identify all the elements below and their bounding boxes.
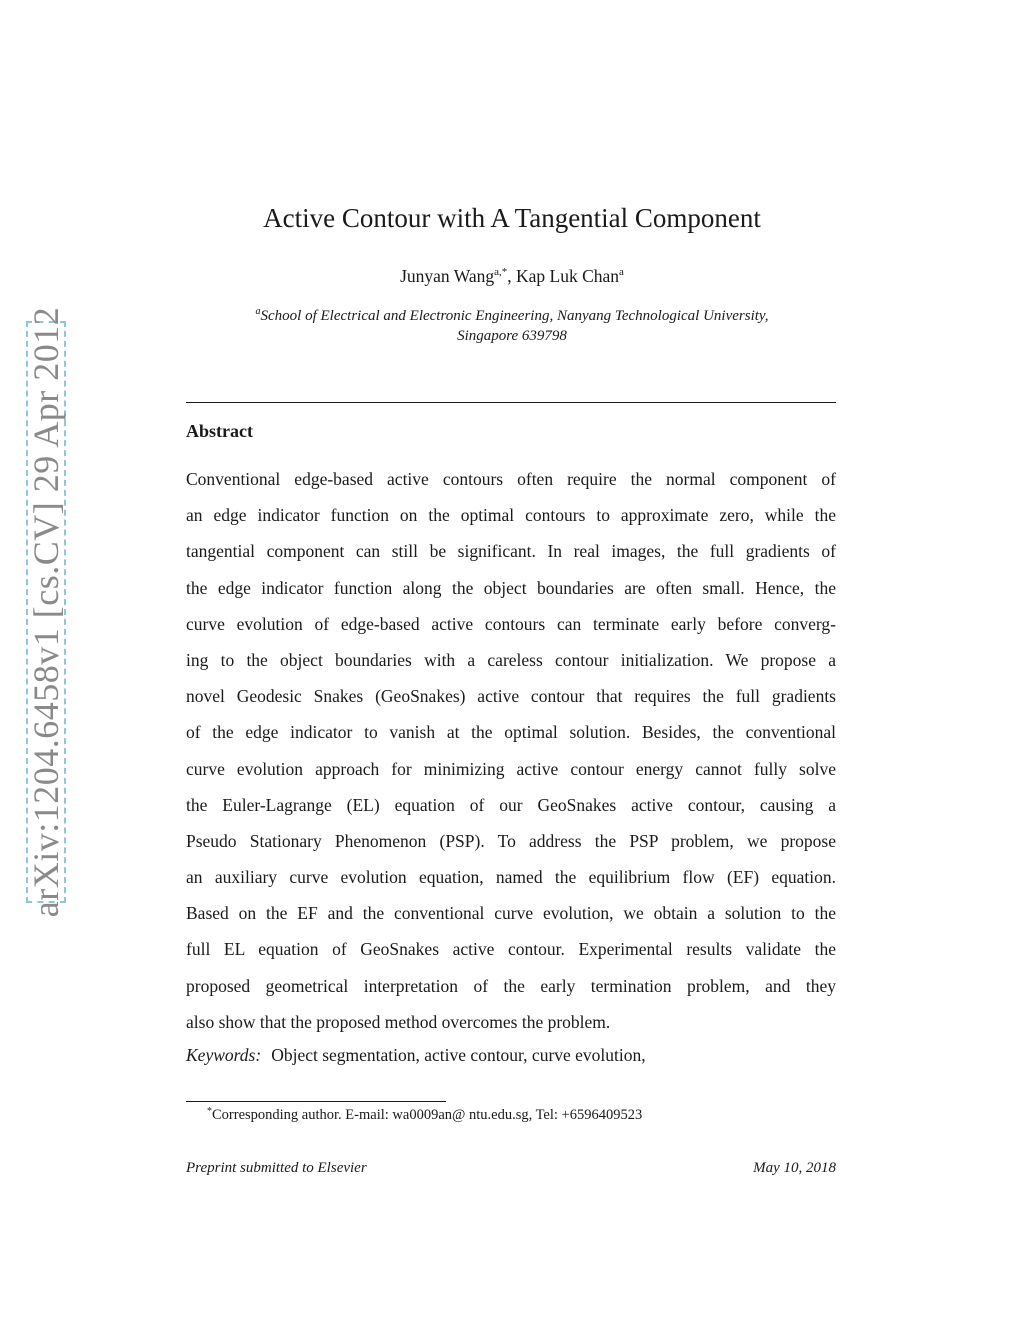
abstract-line: full EL equation of GeoSnakes active contour. Experimental results validate the bbox=[186, 939, 836, 960]
footnote-rule bbox=[186, 1101, 446, 1102]
footnote-mark: * bbox=[207, 1106, 212, 1117]
abstract-line: curve evolution approach for minimizing active contour energy cannot fully solve bbox=[186, 758, 836, 779]
author-name: Kap Luk Chan bbox=[515, 266, 620, 286]
abstract-line: curve evolution of edge-based active contours can terminate early before converg- bbox=[186, 613, 836, 634]
corresponding-author-footnote bbox=[207, 1107, 642, 1124]
abstract-line: also show that the proposed method overcomes the problem. bbox=[186, 1011, 611, 1032]
affiliation bbox=[0, 306, 1024, 346]
abstract-line: an edge indicator function on the optimal contours to approximate zero, while the bbox=[186, 505, 836, 526]
abstract-line: an auxiliary curve evolution equation, named the equilibrium flow (EF) equation. bbox=[186, 867, 836, 888]
paper-title: Active Contour with A Tangential Component bbox=[263, 203, 761, 233]
affiliation-line: $^a$School of Electrical and Electronic Engineering, Nanyang Technological University, bbox=[255, 306, 769, 324]
abstract-line: proposed geometrical interpretation of the early termination problem, and they bbox=[186, 975, 836, 996]
abstract-line: Conventional edge-based active contours often require the normal component of bbox=[186, 469, 836, 489]
author-list bbox=[0, 266, 1024, 287]
abstract-line: the edge indicator function along the object boundaries are often small. Hence, the bbox=[186, 577, 836, 598]
author-separator: , bbox=[507, 266, 516, 286]
preprint-notice: Preprint submitted to Elsevier bbox=[186, 1160, 367, 1176]
abstract-line: Based on the EF and the conventional curve evolution, we obtain a solution to the bbox=[186, 903, 836, 924]
arxiv-identifier: arXiv:1204.6458v1 [cs.CV] 29 Apr 2012 bbox=[26, 306, 66, 918]
abstract-line: tangential component can still be significant. In real images, the full gradients of bbox=[186, 541, 836, 562]
abstract-line: novel Geodesic Snakes (GeoSnakes) active contour that requires the full gradients bbox=[186, 686, 836, 707]
affiliation-mark: a bbox=[255, 306, 261, 317]
keywords bbox=[186, 1045, 836, 1066]
author-affiliation-mark: a,* bbox=[494, 266, 508, 278]
abstract-line: of the edge indicator to vanish at the optimal solution. Besides, the conventional bbox=[186, 722, 836, 743]
abstract-line: the Euler-Lagrange (EL) equation of our GeoSnakes active contour, causing a bbox=[186, 794, 836, 815]
abstract-line: Pseudo Stationary Phenomenon (PSP). To address the PSP problem, we propose bbox=[186, 830, 836, 851]
abstract-body bbox=[186, 461, 836, 1040]
affiliation-line: Singapore 639798 bbox=[457, 328, 567, 344]
author-name: Junyan Wang bbox=[400, 266, 495, 286]
footnote-text: Corresponding author. E-mail: wa0009an@ ntu.edu.sg, Tel: +6596409523 bbox=[212, 1107, 643, 1123]
keywords-label: Keywords: bbox=[186, 1045, 262, 1065]
arxiv-stamp bbox=[26, 306, 66, 918]
abstract-heading: Abstract bbox=[186, 421, 253, 441]
abstract-line: ing to the object boundaries with a careless contour initialization. We propose a bbox=[186, 649, 836, 670]
keywords-text: Object segmentation, active contour, curve evolution, bbox=[271, 1045, 646, 1065]
abstract-top-rule bbox=[186, 402, 836, 403]
author-affiliation-mark: a bbox=[619, 266, 624, 278]
preprint-date: May 10, 2018 bbox=[753, 1160, 836, 1176]
